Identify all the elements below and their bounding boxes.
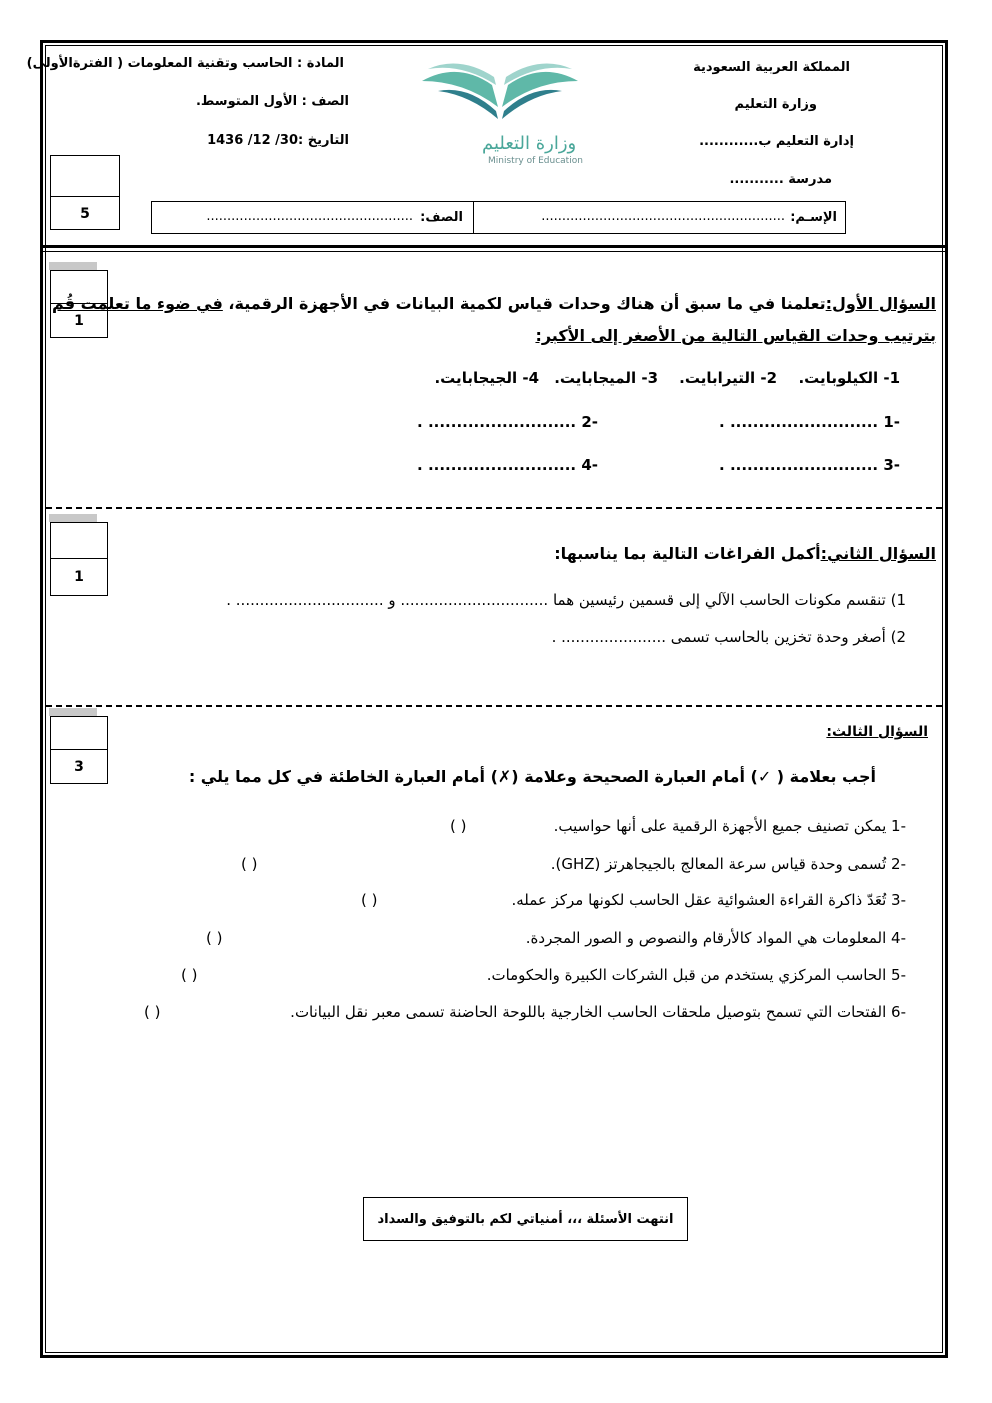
q1-label: السؤال الأول: bbox=[825, 294, 936, 313]
q1-option-3: 3- الميجابايت. bbox=[554, 369, 658, 387]
section-divider-1 bbox=[46, 507, 942, 509]
logo-english-text: Ministry of Education bbox=[488, 156, 583, 166]
q3-answer-1[interactable]: ( ) bbox=[450, 817, 467, 835]
q1-blank-1[interactable]: -1 .......................... . bbox=[719, 413, 900, 431]
class-field[interactable]: .................................................. bbox=[206, 209, 413, 224]
q3-item-2: -2 تُسمى وحدة قياس سرعة المعالج بالجيجاهرتز (GHZ). bbox=[550, 855, 906, 873]
section-divider-2 bbox=[46, 705, 942, 707]
date-label: التاريخ :30/ 12/ 1436 bbox=[207, 133, 349, 148]
q1-blank-3[interactable]: -3 .......................... . bbox=[719, 456, 900, 474]
admin-label: إدارة التعليم ب............ bbox=[699, 134, 854, 149]
q3-answer-2[interactable]: ( ) bbox=[241, 855, 258, 873]
q2-item-1[interactable]: 1) تنقسم مكونات الحاسب الآلي إلى قسمين رئيسين هما ............................... و ............................... . bbox=[226, 591, 906, 609]
grade-label: الصف : الأول المتوسط. bbox=[195, 94, 349, 109]
q2-score-box bbox=[50, 522, 108, 596]
name-field[interactable]: ........................................................... bbox=[541, 209, 785, 224]
q3-answer-3[interactable]: ( ) bbox=[361, 891, 378, 909]
q1-score: 1 bbox=[74, 312, 84, 329]
q1-blank-4[interactable]: -4 .......................... . bbox=[417, 456, 598, 474]
q3-item-4: -4 المعلومات هي المواد كالأرقام والنصوص و الصور المجردة. bbox=[525, 929, 906, 947]
name-label: الإسـم: bbox=[790, 210, 837, 225]
school-label: مدرسة ........... bbox=[729, 172, 832, 187]
kingdom-label: المملكة العربية السعودية bbox=[693, 60, 850, 75]
q3-score-box bbox=[50, 716, 108, 784]
q3-score: 3 bbox=[74, 758, 84, 775]
q3-answer-4[interactable]: ( ) bbox=[206, 929, 223, 947]
q1-text-a: تعلمنا في ما سبق أن هناك وحدات قياس لكمية البيانات في الأجهزة الرقمية، bbox=[228, 294, 826, 313]
q3-item-6: -6 الفتحات التي تسمح بتوصيل ملحقات الحاسب الخارجية باللوحة الحاضنة تسمى معبر نقل البيانات. bbox=[290, 1003, 906, 1021]
q2-prompt bbox=[554, 544, 936, 563]
total-score: 5 bbox=[80, 205, 90, 222]
header-separator-thin bbox=[42, 251, 946, 252]
name-class-box bbox=[151, 201, 846, 234]
q3-answer-6[interactable]: ( ) bbox=[144, 1003, 161, 1021]
ministry-logo bbox=[418, 55, 582, 170]
q2-score: 1 bbox=[74, 569, 84, 585]
q3-instruction: أجب بعلامة ( ✓) أمام العبارة الصحيحة وعلامة (✗) أمام العبارة الخاطئة في كل مما يلي : bbox=[188, 767, 876, 786]
q1-text-b: في ضوء ما تعلمت قُم bbox=[52, 294, 223, 313]
q3-item-5: -5 الحاسب المركزي يستخدم من قبل الشركات الكبيرة والحكومات. bbox=[486, 966, 906, 984]
class-label: الصف: bbox=[420, 210, 463, 225]
q1-option-1: 1- الكيلوبايت. bbox=[798, 369, 900, 387]
subject-label: المادة : الحاسب وتقنية المعلومات ( الفترةالأولى) bbox=[26, 56, 344, 71]
ministry-label: وزارة التعليم bbox=[734, 97, 817, 112]
q3-item-1: -1 يمكن تصنيف جميع الأجهزة الرقمية على أنها حواسيب. bbox=[553, 817, 906, 835]
book-logo-icon bbox=[418, 55, 582, 125]
logo-arabic-text: وزارة التعليم bbox=[482, 133, 577, 154]
total-score-box bbox=[50, 155, 120, 230]
q3-answer-5[interactable]: ( ) bbox=[181, 966, 198, 984]
footer-box bbox=[363, 1197, 688, 1241]
q1-blank-2[interactable]: -2 .......................... . bbox=[417, 413, 598, 431]
header-separator bbox=[42, 245, 946, 248]
q2-label: السؤال الثاني: bbox=[820, 544, 936, 563]
q2-item-2[interactable]: 2) أصغر وحدة تخزين بالحاسب تسمى ...................... . bbox=[551, 628, 906, 646]
q1-option-4: 4- الجيجابايت. bbox=[434, 369, 539, 387]
q1-option-2: 2- التيرابايت. bbox=[679, 369, 777, 387]
q3-label: السؤال الثالث: bbox=[826, 724, 928, 740]
inner-frame bbox=[45, 45, 943, 1353]
footer-text: انتهت الأسئلة ،،، أمنياتي لكم بالتوفيق والسداد bbox=[377, 1211, 674, 1227]
q3-item-3: -3 تُعَدّ ذاكرة القراءة العشوائية عقل الحاسب لكونها مركز عمله. bbox=[511, 891, 906, 909]
q1-prompt bbox=[52, 294, 936, 313]
q2-text: أكمل الفراغات التالية بما يناسبها: bbox=[554, 544, 821, 563]
q1-text-c: بترتيب وحدات القياس التالية من الأصغر إلى الأكبر: bbox=[535, 326, 936, 345]
